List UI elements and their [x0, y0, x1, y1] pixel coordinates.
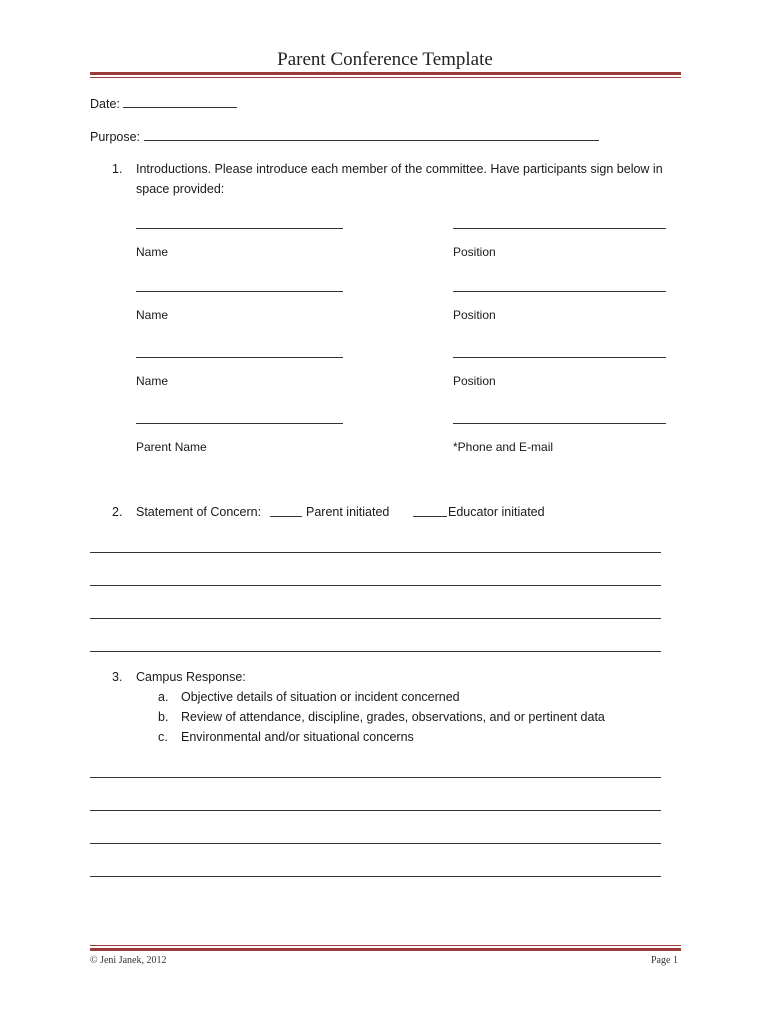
campus-response-item: Review of attendance, discipline, grades, observations, and or pertinent data	[181, 710, 605, 724]
name-label: Name	[136, 374, 169, 388]
campus-response-item: Environmental and/or situational concerns	[181, 730, 414, 744]
concern-writing-line-4[interactable]	[90, 651, 661, 652]
footer-divider	[90, 945, 681, 951]
parent-initiated-label: Parent initiated	[306, 505, 390, 519]
purpose-label: Purpose:	[90, 130, 141, 144]
date-label: Date:	[90, 97, 120, 111]
section1-text-line1: Introductions. Please introduce each member of the committee. Have participants sign below in	[136, 162, 663, 176]
section1-number: 1.	[112, 162, 123, 176]
parent-name-label: Parent Name	[136, 440, 207, 454]
statement-of-concern-label: Statement of Concern:	[136, 505, 262, 519]
section1-text-line2: space provided:	[136, 182, 225, 196]
purpose-field[interactable]	[144, 129, 599, 141]
position-label: Position	[453, 374, 496, 388]
educator-initiated-checkbox[interactable]	[413, 505, 447, 517]
signature-line-name-2[interactable]	[136, 291, 343, 292]
response-writing-line-1[interactable]	[90, 777, 661, 778]
page-title: Parent Conference Template	[277, 49, 493, 70]
concern-writing-line-3[interactable]	[90, 618, 661, 619]
section2-number: 2.	[112, 505, 123, 519]
educator-initiated-label: Educator initiated	[448, 505, 545, 519]
signature-line-position-3[interactable]	[453, 357, 666, 358]
page-number: Page 1	[651, 955, 678, 966]
concern-writing-line-2[interactable]	[90, 585, 661, 586]
response-writing-line-4[interactable]	[90, 876, 661, 877]
signature-line-position-2[interactable]	[453, 291, 666, 292]
campus-response-label: Campus Response:	[136, 670, 246, 684]
signature-line-parent-name[interactable]	[136, 423, 343, 424]
parent-initiated-checkbox[interactable]	[270, 505, 302, 517]
phone-email-label: *Phone and E-mail	[453, 440, 554, 454]
signature-line-name-3[interactable]	[136, 357, 343, 358]
response-writing-line-3[interactable]	[90, 843, 661, 844]
date-field[interactable]	[123, 96, 237, 108]
concern-writing-line-1[interactable]	[90, 552, 661, 553]
signature-line-name-1[interactable]	[136, 228, 343, 229]
name-label: Name	[136, 245, 169, 259]
name-label: Name	[136, 308, 169, 322]
header-divider	[90, 72, 681, 78]
date-row	[90, 96, 237, 111]
position-label: Position	[453, 308, 496, 322]
position-label: Position	[453, 245, 496, 259]
response-writing-line-2[interactable]	[90, 810, 661, 811]
copyright-text: © Jeni Janek, 2012	[90, 955, 167, 966]
section3-number: 3.	[112, 670, 123, 684]
purpose-row	[90, 129, 599, 144]
item-letter: b.	[158, 710, 169, 724]
item-letter: a.	[158, 690, 169, 704]
item-letter: c.	[158, 730, 168, 744]
signature-line-phone-email[interactable]	[453, 423, 666, 424]
signature-line-position-1[interactable]	[453, 228, 666, 229]
campus-response-item: Objective details of situation or incident concerned	[181, 690, 460, 704]
